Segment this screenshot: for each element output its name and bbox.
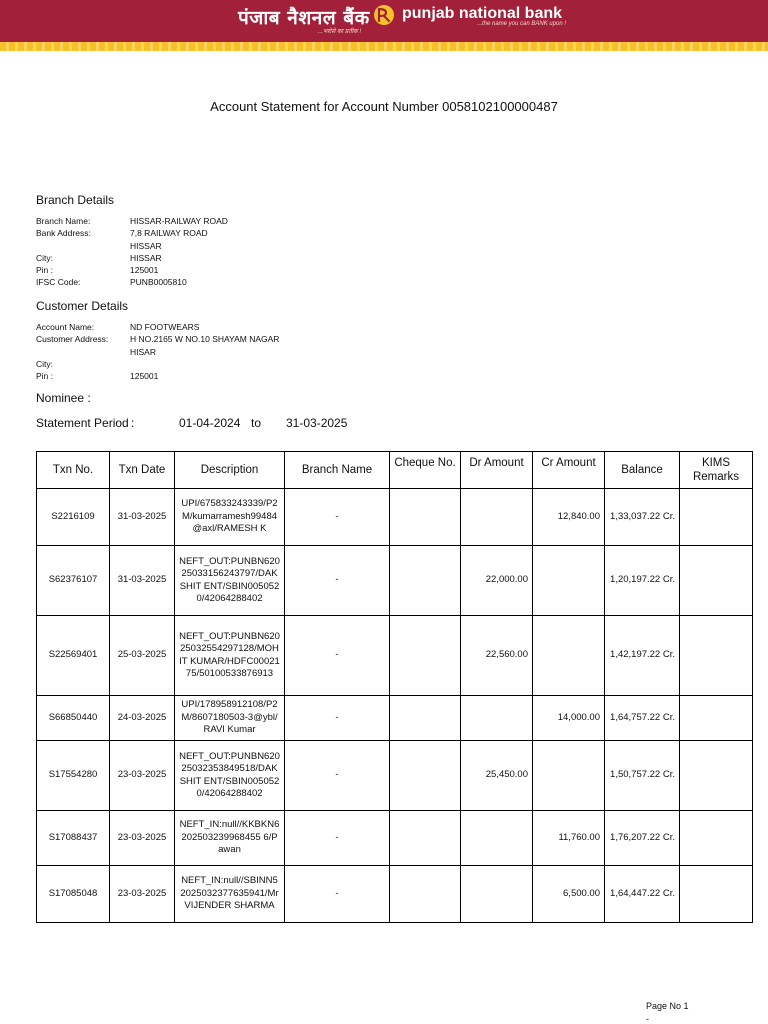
cell-txn-no: S2216109 (37, 489, 110, 546)
col-cr-amount: Cr Amount (533, 452, 605, 489)
cell-cheque-no (390, 696, 461, 741)
cell-cr-amount: 12,840.00 (533, 489, 605, 546)
detail-label: City: (36, 252, 53, 263)
col-txn-date: Txn Date (110, 452, 175, 489)
cell-cr-amount: 14,000.00 (533, 696, 605, 741)
detail-row (36, 346, 279, 358)
cell-cheque-no (390, 741, 461, 811)
detail-value: PUNB0005810 (130, 277, 187, 288)
nominee-label: Nominee : (36, 391, 91, 405)
cell-branch-name: - (285, 489, 390, 546)
detail-value: H NO.2165 W NO.10 SHAYAM NAGAR (130, 334, 280, 345)
cell-cr-amount (533, 546, 605, 616)
cell-branch-name: - (285, 546, 390, 616)
cell-cr-amount: 11,760.00 (533, 811, 605, 866)
cell-branch-name: - (285, 616, 390, 696)
detail-row (36, 276, 228, 288)
cell-kims-remarks (680, 489, 753, 546)
detail-row (36, 264, 228, 276)
cell-dr-amount (461, 811, 533, 866)
detail-row (36, 252, 228, 264)
cell-txn-date: 25-03-2025 (110, 616, 175, 696)
period-label: Statement Period (36, 416, 129, 430)
detail-row (36, 370, 279, 382)
detail-label: Customer Address: (36, 334, 109, 345)
cell-kims-remarks (680, 866, 753, 923)
cell-dr-amount (461, 866, 533, 923)
detail-row (36, 321, 279, 333)
cell-balance: 1,20,197.22 Cr. (605, 546, 680, 616)
cell-balance: 1,76,207.22 Cr. (605, 811, 680, 866)
cell-txn-no: S17085048 (37, 866, 110, 923)
cell-cheque-no (390, 489, 461, 546)
cell-txn-date: 24-03-2025 (110, 696, 175, 741)
detail-label: Pin : (36, 265, 54, 276)
cell-branch-name: - (285, 866, 390, 923)
col-balance: Balance (605, 452, 680, 489)
cell-txn-no: S22569401 (37, 616, 110, 696)
table-row (37, 741, 753, 811)
cell-description: NEFT_IN:null//SBINN52025032377635941/Mr VIJENDER SHARMA (175, 866, 285, 923)
tagline-english: ...the name you can BANK upon ! (477, 21, 567, 27)
period-to: 31-03-2025 (286, 416, 348, 430)
cell-description: NEFT_IN:null//KKBKN6202503239968455 6/Pawan (175, 811, 285, 866)
customer-details-heading: Customer Details (36, 299, 129, 313)
table-row (37, 866, 753, 923)
period-colon: : (131, 416, 135, 430)
cell-description: UPI/675833243339/P2M/kumarramesh99484@axl/RAMESH K (175, 489, 285, 546)
col-dr-amount: Dr Amount (461, 452, 533, 489)
detail-value: HISSAR (130, 240, 162, 251)
cell-dr-amount (461, 489, 533, 546)
detail-label: Bank Address: (36, 228, 91, 239)
table-row (37, 489, 753, 546)
period-from: 01-04-2024 (179, 416, 241, 430)
bank-name-english: punjab national bank (402, 5, 563, 22)
period-to-label: to (251, 416, 262, 430)
pnb-logo-icon (373, 4, 395, 26)
cell-cr-amount (533, 741, 605, 811)
bank-name-hindi: पंजाब नैशनल बैंक (238, 7, 370, 29)
detail-label: Account Name: (36, 322, 95, 332)
detail-label: Branch Name: (36, 216, 91, 226)
cell-description: UPI/178958912108/P2M/8607180503-3@ybl/RAVI Kumar (175, 696, 285, 741)
cell-dr-amount: 22,560.00 (461, 616, 533, 696)
col-description: Description (175, 452, 285, 489)
cell-kims-remarks (680, 546, 753, 616)
header-stripe (0, 42, 768, 51)
cell-kims-remarks (680, 741, 753, 811)
page-number (646, 1000, 689, 1024)
table-header-row (37, 452, 753, 489)
cell-cr-amount: 6,500.00 (533, 866, 605, 923)
cell-balance: 1,42,197.22 Cr. (605, 616, 680, 696)
col-kims-remarks: KIMS Remarks (680, 452, 753, 489)
cell-txn-no: S66850440 (37, 696, 110, 741)
cell-txn-no: S62376107 (37, 546, 110, 616)
detail-value: ND FOOTWEARS (130, 322, 200, 332)
cell-description: NEFT_OUT:PUNBN62025033156243797/DAKSHIT ENT/SBIN0050520/42064288402 (175, 546, 285, 616)
branch-details (36, 215, 228, 289)
detail-row (36, 227, 228, 239)
detail-row (36, 240, 228, 252)
customer-details (36, 321, 279, 382)
cell-balance: 1,64,447.22 Cr. (605, 866, 680, 923)
page-number-sub: - (646, 1014, 649, 1024)
cell-description: NEFT_OUT:PUNBN62025032353849518/DAKSHIT ENT/SBIN0050520/42064288402 (175, 741, 285, 811)
cell-cheque-no (390, 866, 461, 923)
detail-row (36, 333, 279, 345)
table-row (37, 616, 753, 696)
cell-branch-name: - (285, 696, 390, 741)
cell-cr-amount (533, 616, 605, 696)
detail-label: IFSC Code: (36, 277, 81, 288)
detail-value: HISAR (130, 346, 156, 357)
cell-cheque-no (390, 811, 461, 866)
cell-txn-date: 31-03-2025 (110, 489, 175, 546)
cell-balance: 1,64,757.22 Cr. (605, 696, 680, 741)
cell-kims-remarks (680, 616, 753, 696)
statement-title: Account Statement for Account Number 0058102100000487 (210, 99, 558, 114)
detail-row (36, 215, 228, 227)
cell-cheque-no (390, 546, 461, 616)
cell-balance: 1,50,757.22 Cr. (605, 741, 680, 811)
col-branch-name: Branch Name (285, 452, 390, 489)
detail-row (36, 358, 279, 370)
cell-txn-date: 23-03-2025 (110, 811, 175, 866)
table-row (37, 696, 753, 741)
detail-label: City: (36, 358, 53, 369)
tagline-hindi: ...भरोसे का प्रतीक ! (318, 29, 362, 35)
detail-value: 125001 (130, 371, 159, 382)
cell-txn-date: 31-03-2025 (110, 546, 175, 616)
cell-branch-name: - (285, 811, 390, 866)
detail-value: 7,8 RAILWAY ROAD (130, 228, 208, 239)
detail-value: 125001 (130, 265, 159, 276)
cell-txn-date: 23-03-2025 (110, 866, 175, 923)
cell-txn-date: 23-03-2025 (110, 741, 175, 811)
table-row (37, 546, 753, 616)
cell-cheque-no (390, 616, 461, 696)
cell-branch-name: - (285, 741, 390, 811)
table-row (37, 811, 753, 866)
detail-label: Pin : (36, 371, 54, 382)
cell-kims-remarks (680, 696, 753, 741)
cell-kims-remarks (680, 811, 753, 866)
detail-value: HISSAR-RAILWAY ROAD (130, 216, 228, 226)
detail-value: HISSAR (130, 252, 162, 263)
col-cheque-no: Cheque No. (390, 452, 461, 489)
page-number-label: Page No 1 (646, 1001, 689, 1011)
cell-balance: 1,33,037.22 Cr. (605, 489, 680, 546)
branch-details-heading: Branch Details (36, 193, 115, 207)
cell-dr-amount (461, 696, 533, 741)
col-txn-no: Txn No. (37, 452, 110, 489)
cell-txn-no: S17088437 (37, 811, 110, 866)
detail-label (36, 240, 130, 252)
cell-description: NEFT_OUT:PUNBN62025032554297128/MOHIT KUMAR/HDFC0002175/50100533876913 (175, 616, 285, 696)
transactions-table (36, 451, 753, 923)
cell-txn-no: S17554280 (37, 741, 110, 811)
cell-dr-amount: 22,000.00 (461, 546, 533, 616)
detail-label (36, 346, 130, 358)
cell-dr-amount: 25,450.00 (461, 741, 533, 811)
